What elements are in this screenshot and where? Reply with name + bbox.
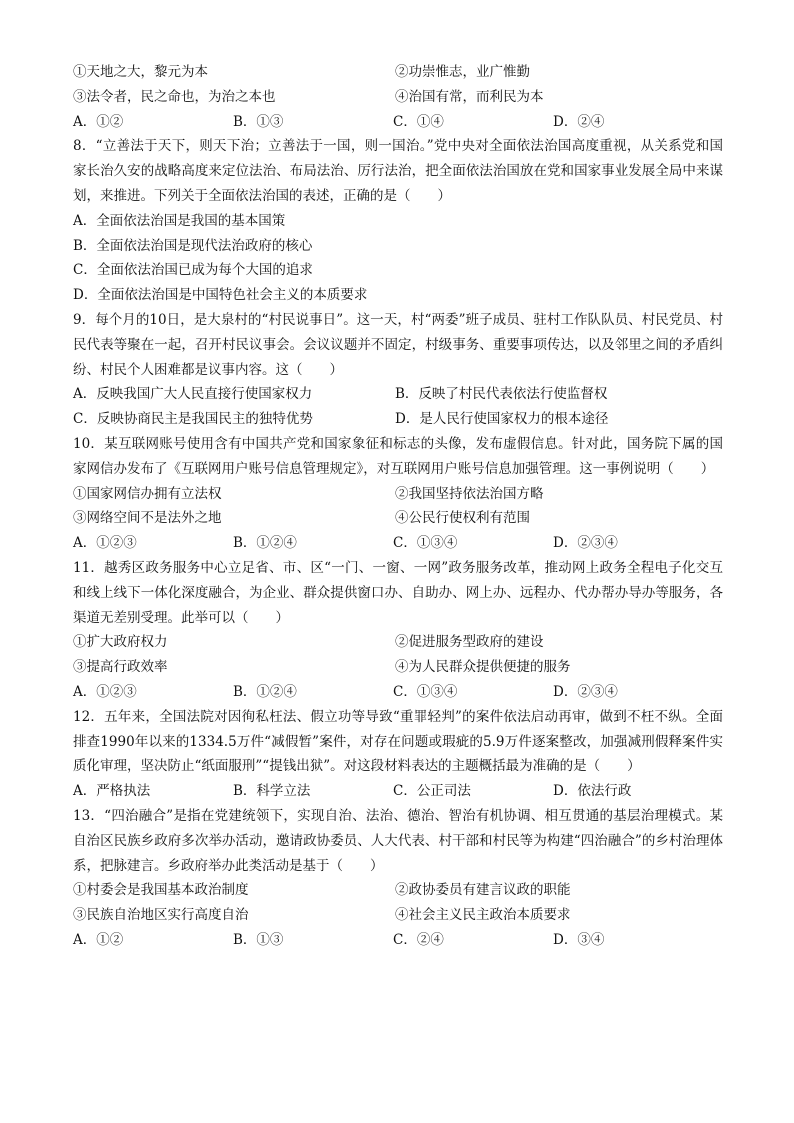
q11-statement-2: ②促进服务型政府的建设 [395, 634, 544, 651]
q7-choice-a[interactable]: A．①② [73, 113, 124, 130]
q8-stem: 8．“立善法于天下，则天下治；立善法于一国，则一国治。”党中央对全面依法治国高度重视，从关系党和国家长治久安的战略高度来定位法治、布局法治、厉行法治，把全面依法治国放在党和国家事业发展全局中来谋划，来推进。下列关于全面依法治国的表述，正确的是（ ） [73, 138, 723, 204]
q13-statements-row-2 [73, 903, 723, 928]
q11-choice-b[interactable]: B．①②④ [233, 683, 297, 700]
q11-statement-3: ③提高行政效率 [73, 659, 168, 676]
q7-statements-row-2 [73, 85, 723, 110]
q10-choice-b[interactable]: B．①②④ [233, 535, 297, 552]
q11-statements-row-1 [73, 630, 723, 655]
q7-statement-2: ②功崇惟志，业广惟勤 [395, 64, 530, 80]
q11-stem: 11．越秀区政务服务中心立足省、市、区“一门、一窗、一网”政务服务改革，推动网上政务全程电子化交互和线上线下一体化深度融合，为企业、群众提供窗口办、自助办、网上办、远程办、代办帮办导办等服务，各渠道无差别受理。此举可以（ ） [73, 559, 723, 626]
q13-choice-d[interactable]: D．③④ [553, 931, 605, 948]
q13-statement-2: ②政协委员有建言议政的职能 [395, 882, 571, 899]
q12-choice-d[interactable]: D．依法行政 [553, 783, 632, 800]
q7-statement-4: ④治国有常，而利民为本 [395, 88, 544, 105]
q13-choice-a[interactable]: A．①② [73, 931, 124, 948]
q10-choice-c[interactable]: C．①③④ [393, 535, 458, 552]
q12-choice-a[interactable]: A．严格执法 [73, 783, 151, 800]
q9-options-row-1 [73, 382, 723, 407]
q7-choice-b[interactable]: B．①③ [233, 113, 284, 130]
q7-statements-row-1 [73, 60, 723, 85]
q12-choice-b[interactable]: B．科学立法 [233, 783, 311, 800]
q12-choice-c[interactable]: C．公正司法 [393, 783, 471, 800]
q10-statements-row-2 [73, 506, 723, 531]
q13-choice-c[interactable]: C．②④ [393, 931, 444, 948]
q13-statement-1: ①村委会是我国基本政治制度 [73, 882, 249, 899]
q9-stem: 9．每个月的10日，是大泉村的“村民说事日”。这一天，村“两委”班子成员、驻村工作队队员、村民党员、村民代表等聚在一起，召开村民议事会。会议议题并不固定，村级事务、重要事项传达，以及邻里之间的矛盾纠纷、村民个人困难都是议事内容。这（ ） [73, 311, 723, 378]
q10-statement-1: ①国家网信办拥有立法权 [73, 485, 222, 502]
q7-choice-c[interactable]: C．①④ [393, 113, 444, 130]
q10-statements-row-1 [73, 482, 723, 507]
q13-statements-row-1 [73, 878, 723, 903]
q7-choices [73, 110, 723, 135]
q8-option-d[interactable]: D．全面依法治国是中国特色社会主义的本质要求 [73, 287, 368, 304]
q11-choice-a[interactable]: A．①②③ [73, 683, 137, 700]
q10-statement-3: ③网络空间不是法外之地 [73, 510, 222, 527]
q7-statement-1: ①天地之大，黎元为本 [73, 64, 208, 80]
q9-option-a[interactable]: A．反映我国广大人民直接行使国家权力 [73, 386, 313, 403]
q10-statement-4: ④公民行使权利有范围 [395, 510, 530, 527]
q10-stem: 10．某互联网账号使用含有中国共产党和国家象征和标志的头像，发布虚假信息。针对此，国务院下属的国家网信办发布了《互联网用户账号信息管理规定》，对互联网用户账号信息加强管理。这一事例说明（ ） [73, 435, 723, 477]
q9-option-d[interactable]: D．是人民行使国家权力的根本途径 [395, 411, 609, 428]
q10-choice-a[interactable]: A．①②③ [73, 535, 137, 552]
q8-option-b[interactable]: B．全面依法治国是现代法治政府的核心 [73, 237, 313, 254]
q11-choice-c[interactable]: C．①③④ [393, 683, 458, 700]
q10-choices [73, 531, 723, 556]
q13-choice-b[interactable]: B．①③ [233, 931, 284, 948]
q10-choice-d[interactable]: D．②③④ [553, 535, 618, 552]
q11-choice-d[interactable]: D．②③④ [553, 683, 618, 700]
q11-choices [73, 680, 723, 705]
q9-option-c[interactable]: C．反映协商民主是我国民主的独特优势 [73, 411, 313, 428]
q13-statement-4: ④社会主义民主政治本质要求 [395, 907, 571, 924]
q11-statement-1: ①扩大政府权力 [73, 634, 168, 651]
q7-choice-d[interactable]: D．②④ [553, 113, 605, 130]
q8-option-c[interactable]: C．全面依法治国已成为每个大国的追求 [73, 262, 313, 279]
q7-statement-3: ③法令者，民之命也，为治之本也 [73, 88, 276, 105]
q13-statement-3: ③民族自治地区实行高度自治 [73, 907, 249, 924]
exam-page [73, 60, 723, 953]
q11-statements-row-2 [73, 655, 723, 680]
q12-choices [73, 779, 723, 804]
q13-stem: 13．“四治融合”是指在党建统领下，实现自治、法治、德治、智治有机协调、相互贯通的基层治理模式。某自治区民族乡政府多次举办活动，邀请政协委员、人大代表、村干部和村民等为构建“四治融合”的乡村治理体系，把脉建言。乡政府举办此类活动是基于（ ） [73, 807, 723, 874]
q12-stem: 12．五年来，全国法院对因徇私枉法、假立功等导致“重罪轻判”的案件依法启动再审，做到不枉不纵。全面排查1990年以来的1334.5万件“减假暂”案件，对存在问题或瑕疵的5.9万件逐案整改，加强减刑假释案件实质化审理，坚决防止“纸面服刑”“提钱出狱”。对这段材料表达的主题概括最为准确的是（ ） [73, 708, 723, 775]
q10-statement-2: ②我国坚持依法治国方略 [395, 485, 544, 502]
q13-choices [73, 928, 723, 953]
q9-options-row-2 [73, 407, 723, 432]
q8-option-a[interactable]: A．全面依法治国是我国的基本国策 [73, 212, 286, 229]
q9-option-b[interactable]: B．反映了村民代表依法行使监督权 [395, 386, 608, 403]
q11-statement-4: ④为人民群众提供便捷的服务 [395, 659, 571, 676]
